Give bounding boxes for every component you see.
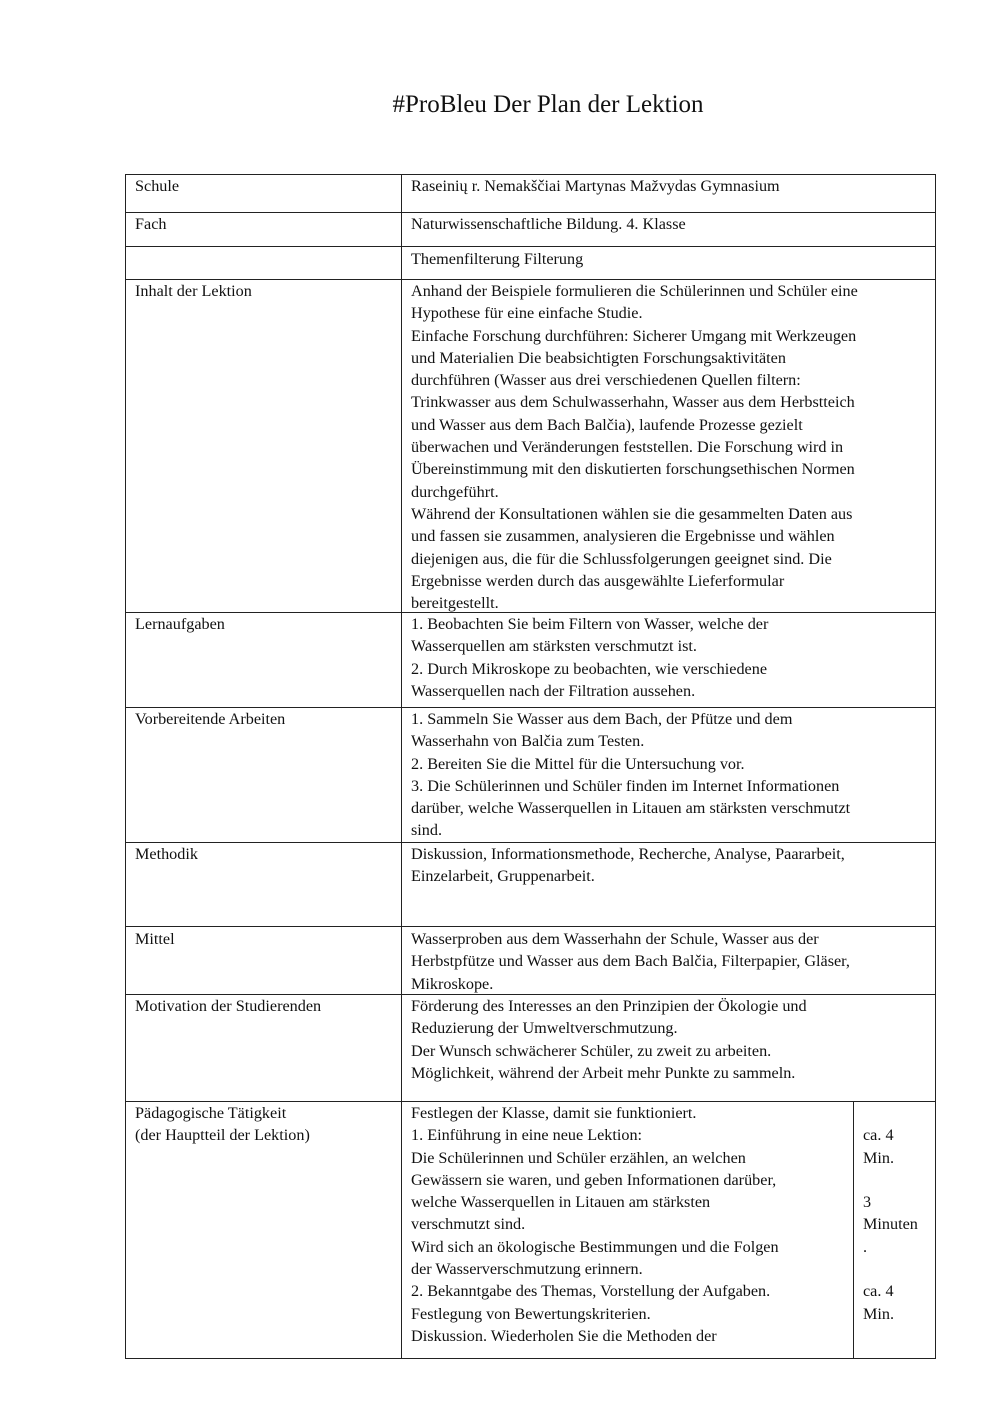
- value-means: Wasserproben aus dem Wasserhahn der Schule, Wasser aus der Herbstpfütze und Wasser aus dem Bach Balčia, Filterpapier, Gläser, Mikroskope.: [411, 930, 850, 993]
- label-content: Inhalt der Lektion: [135, 282, 252, 300]
- table-rule: [125, 1358, 936, 1359]
- value-methods: Diskussion, Informationsmethode, Recherche, Analyse, Paararbeit, Einzelarbeit, Gruppenarbeit.: [411, 845, 845, 886]
- value-content: Anhand der Beispiele formulieren die Schülerinnen und Schüler eine Hypothese für eine einfache Studie. Einfache Forschung durchführen: Sicherer Umgang mit Werkzeugen und Materialien Die beabsichtigten Forschungsaktivitäten durchführen (Wasser aus drei verschiedenen Quellen filtern: Trinkwasser aus dem Schulwasserhahn, Wasser aus dem Herbstteich und Wasser aus dem Bach Balčia), laufende Prozesse gezielt überwachen und Veränderungen feststellen. Die Forschung wird in Übereinstimmung mit den diskutierten forschungsethischen Normen durchgeführt. Während der Konsultationen wählen sie die gesammelten Daten aus und fassen sie zusammen, analysieren die Ergebnisse und wählen diejenigen aus, die für die Schlussfolgerungen geeignet sind. Die Ergebnisse werden durch das ausgewählte Lieferformular bereitgestellt.: [411, 282, 858, 613]
- page-title: #ProBleu Der Plan der Lektion: [392, 91, 704, 118]
- table-rule: [935, 174, 936, 1359]
- label-tasks: Lernaufgaben: [135, 615, 225, 633]
- label-activity: Pädagogische Tätigkeit (der Hauptteil der Lektion): [135, 1104, 310, 1145]
- table-rule: [401, 174, 402, 1359]
- value-activity: Festlegen der Klasse, damit sie funktioniert. 1. Einführung in eine neue Lektion: Die Schülerinnen und Schüler erzählen, an welchen Gewässern sie waren, und geben Informationen darüber, welche Wasserquellen in Litauen am stärksten verschmutzt sind. Wird sich an ökologische Bestimmungen und die Folgen der Wasserverschmutzung erinnern. 2. Bekanntgabe des Themas, Vorstellung der Aufgaben. Festlegung von Bewertungskriterien. Diskussion. Wiederholen Sie die Methoden der: [411, 1104, 779, 1345]
- label-means: Mittel: [135, 930, 175, 948]
- value-tasks: 1. Beobachten Sie beim Filtern von Wasser, welche der Wasserquellen am stärksten verschmutzt ist. 2. Durch Mikroskope zu beobachten, wie verschiedene Wasserquellen nach der Filtration aussehen.: [411, 615, 769, 700]
- value-subject: Naturwissenschaftliche Bildung. 4. Klasse: [411, 215, 686, 233]
- label-preparation: Vorbereitende Arbeiten: [135, 710, 286, 728]
- table-rule: [853, 1101, 854, 1359]
- table-rule: [125, 926, 936, 927]
- time-activity: ca. 4 Min. 3 Minuten . ca. 4 Min.: [863, 1126, 918, 1323]
- table-rule: [125, 246, 936, 247]
- label-motivation: Motivation der Studierenden: [135, 997, 322, 1015]
- value-topic: Themenfilterung Filterung: [411, 250, 584, 268]
- value-motivation: Förderung des Interesses an den Prinzipien der Ökologie und Reduzierung der Umweltverschmutzung. Der Wunsch schwächerer Schüler, zu zweit zu arbeiten. Möglichkeit, während der Arbeit mehr Punkte zu sammeln.: [411, 997, 807, 1082]
- table-rule: [125, 174, 126, 1359]
- label-school: Schule: [135, 177, 180, 195]
- value-preparation: 1. Sammeln Sie Wasser aus dem Bach, der Pfütze und dem Wasserhahn von Balčia zum Testen. 2. Bereiten Sie die Mittel für die Untersuchung vor. 3. Die Schülerinnen und Schüler finden im Internet Informationen darüber, welche Wasserquellen in Litauen am stärksten verschmutzt sind.: [411, 710, 851, 840]
- label-methods: Methodik: [135, 845, 198, 863]
- value-school: Raseinių r. Nemakščiai Martynas Mažvydas Gymnasium: [411, 177, 780, 195]
- label-subject: Fach: [135, 215, 167, 233]
